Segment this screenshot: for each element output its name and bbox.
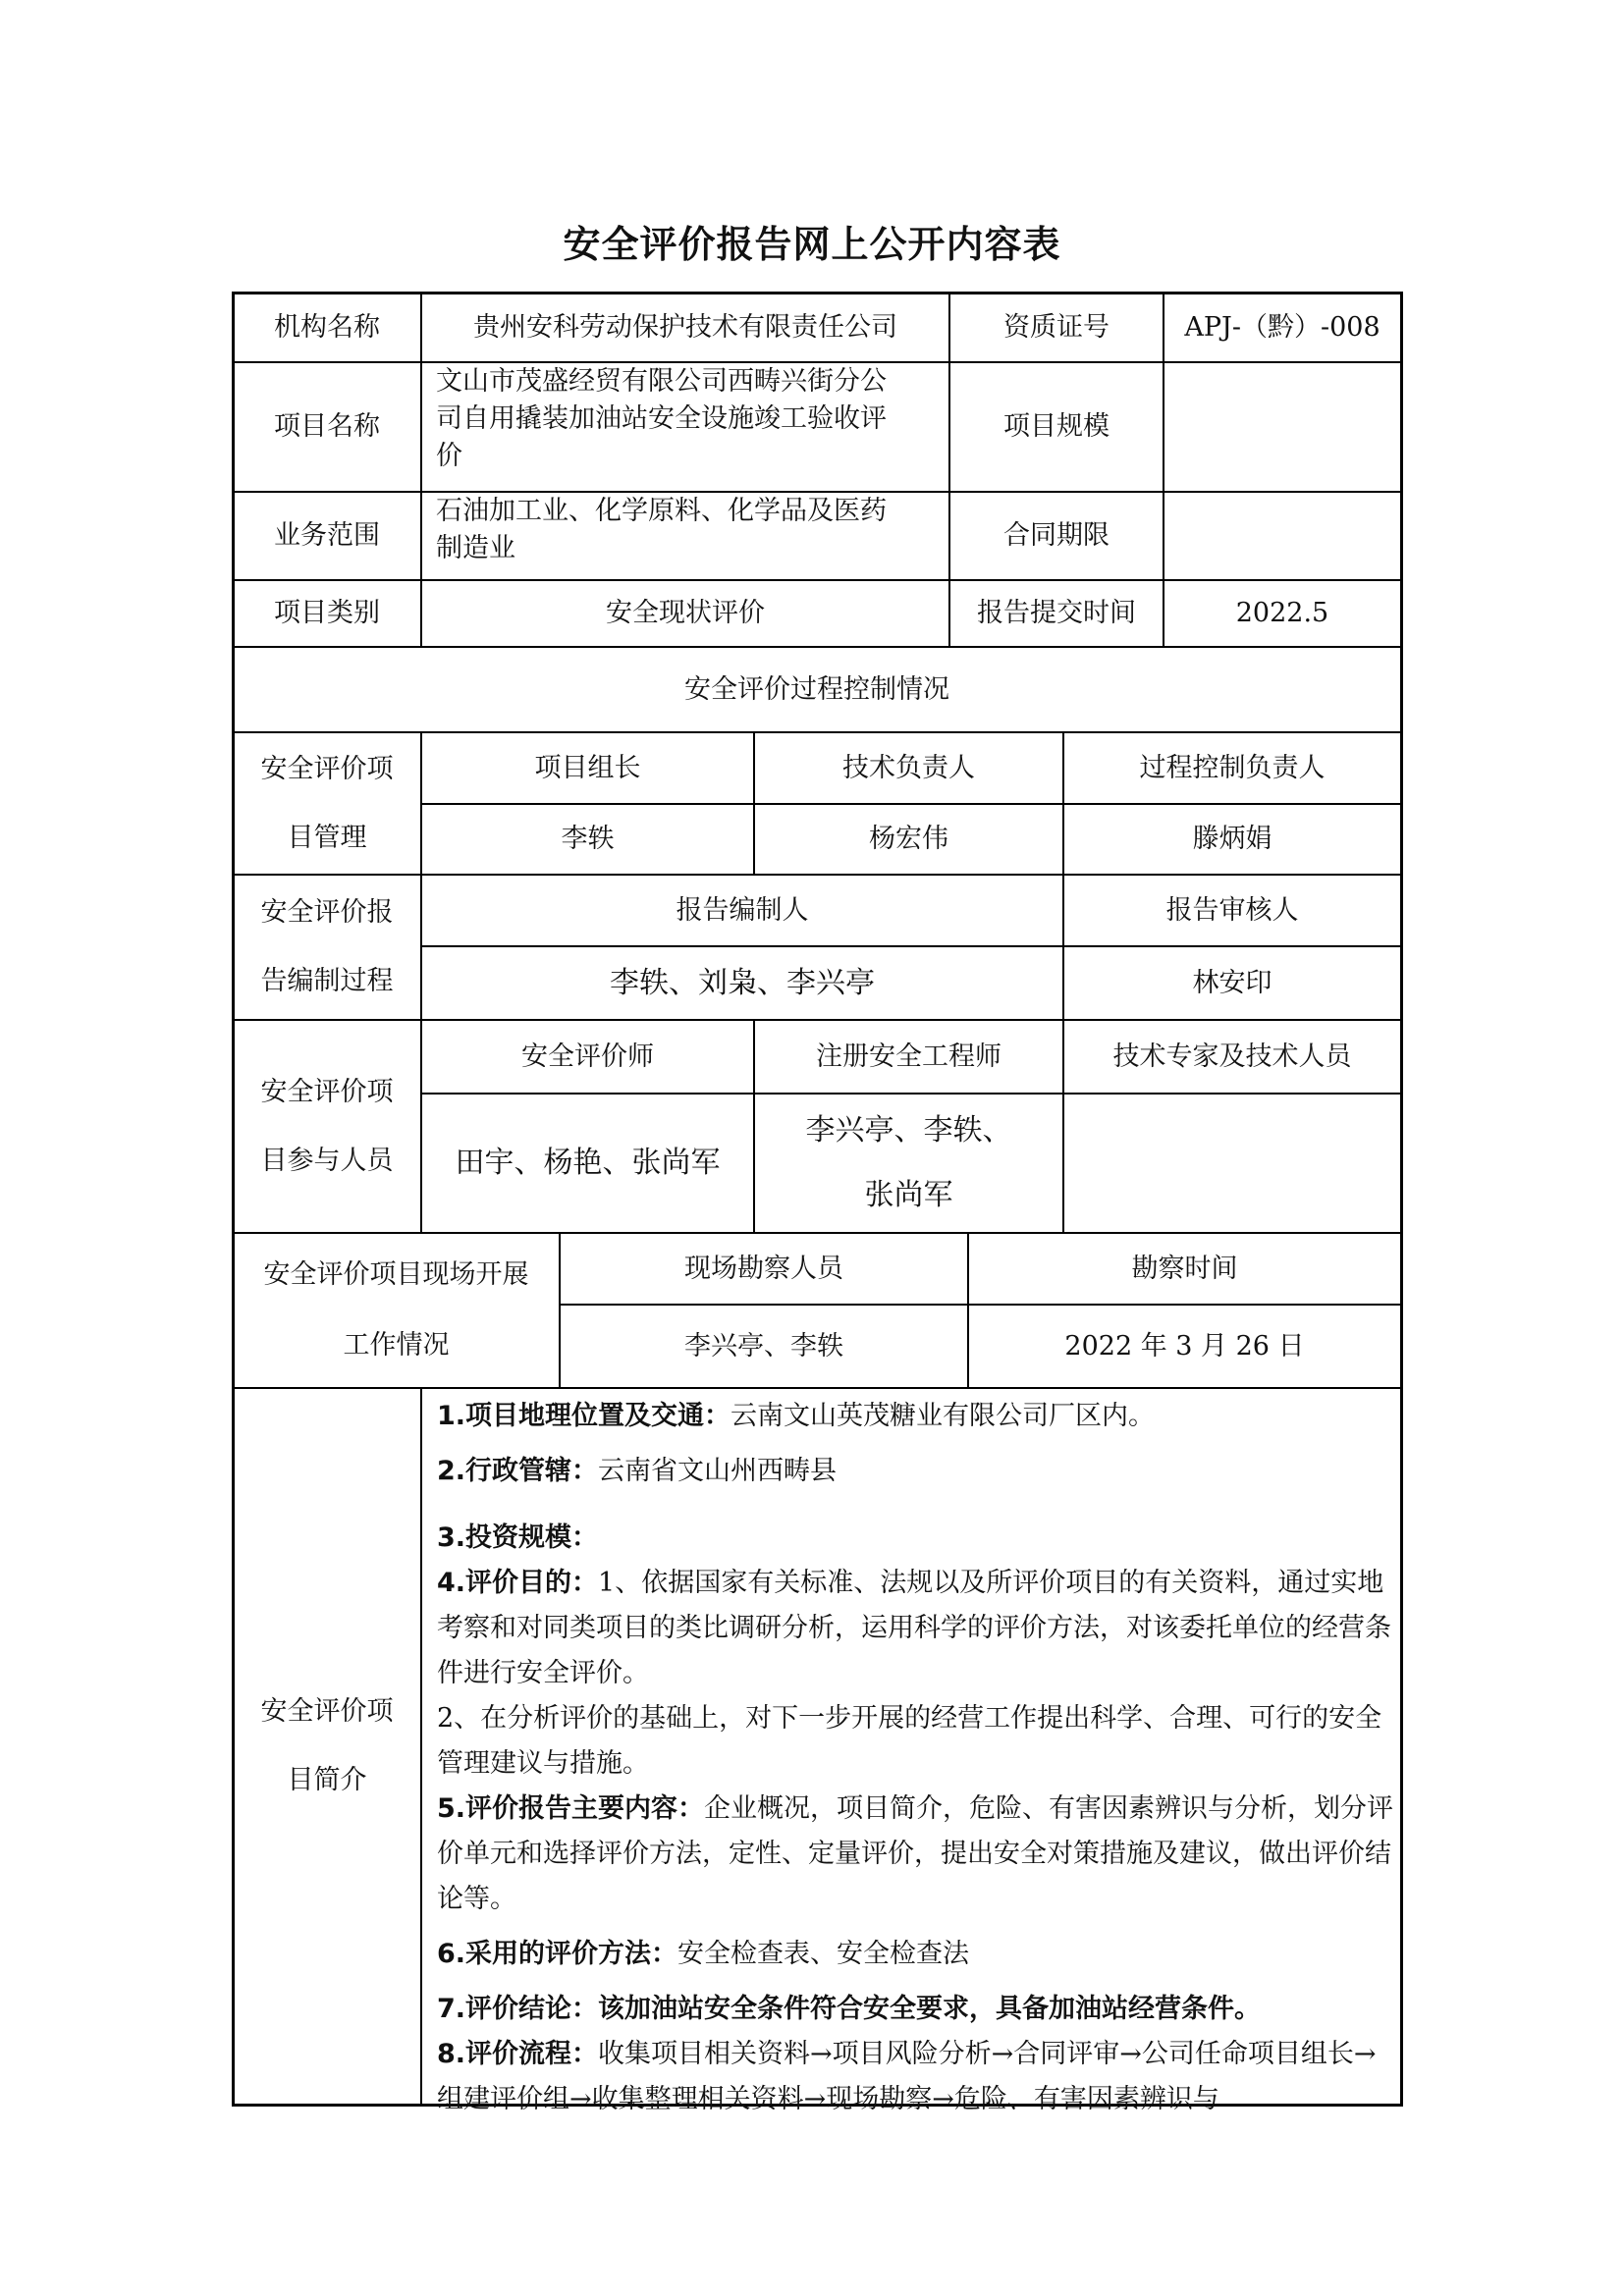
people-value-engineer: 李兴亭、李轶、 张尚军 <box>805 1113 1012 1212</box>
site-value-time: 2022 年 3 月 26 日 <box>1064 1330 1305 1362</box>
site-head-time: 勘察时间 <box>1131 1253 1238 1284</box>
people-head-evaluator: 安全评价师 <box>521 1041 654 1072</box>
intro-item-2: 2.行政管辖：云南省文山州西畴县 <box>437 1456 838 1486</box>
people-value-evaluator: 田宇、杨艳、张尚军 <box>455 1146 721 1180</box>
page-title: 安全评价报告网上公开内容表 <box>563 223 1061 266</box>
intro-item-6: 6.采用的评价方法：安全检查表、安全检查法 <box>437 1939 970 1969</box>
contract-label: 合同期限 <box>1003 520 1110 551</box>
site-value-people: 李兴亭、李轶 <box>684 1330 843 1362</box>
category-value: 安全现状评价 <box>606 598 765 628</box>
intro-content <box>437 1394 1399 2122</box>
cert-label: 资质证号 <box>1003 311 1110 343</box>
report-head-author: 报告编制人 <box>676 894 809 926</box>
report-value-author: 李轶、刘枭、李兴亭 <box>610 965 875 1000</box>
site-label: 安全评价项目现场开展 工作情况 <box>263 1259 529 1361</box>
contract-value <box>1164 493 1400 579</box>
intro-item-5: 5.评价报告主要内容：企业概况，项目简介，危险、有害因素辨识与分析，划分评价单元和选择评价方法，定性、定量评价，提出安全对策措施及建议，做出评价结论等。 <box>437 1793 1394 1914</box>
scope-value: 石油加工业、化学原料、化学品及医药 制造业 <box>436 496 887 563</box>
process-header: 安全评价过程控制情况 <box>684 673 949 705</box>
people-label: 安全评价项 目参与人员 <box>260 1076 394 1176</box>
category-label: 项目类别 <box>274 598 380 628</box>
intro-item-4: 4.评价目的：1、依据国家有关标准、法规以及所评价项目的有关资料，通过实地考察和对同类项目的类比调研分析，运用科学的评价方法，对该委托单位的经营条件进行安全评价。 <box>437 1568 1391 1688</box>
cert-value: APJ-（黔）-008 <box>1184 311 1380 343</box>
report-head-reviewer: 报告审核人 <box>1165 894 1299 926</box>
mgmt-value-tech: 杨宏伟 <box>869 824 948 854</box>
mgmt-head-leader: 项目组长 <box>534 752 641 783</box>
site-head-people: 现场勘察人员 <box>684 1253 843 1284</box>
mgmt-label: 安全评价项 目管理 <box>260 753 394 853</box>
mgmt-head-tech: 技术负责人 <box>842 752 975 783</box>
scope-label: 业务范围 <box>274 520 380 551</box>
mgmt-value-process: 滕炳娟 <box>1192 824 1272 854</box>
report-label: 安全评价报 告编制过程 <box>260 897 394 996</box>
report-value-reviewer: 林安印 <box>1192 967 1272 998</box>
project-name-label: 项目名称 <box>274 411 380 442</box>
submit-label: 报告提交时间 <box>977 598 1136 628</box>
intro-item-7: 7.评价结论：该加油站安全条件符合安全要求，具备加油站经营条件。 <box>437 1994 1262 2024</box>
scale-label: 项目规模 <box>1003 411 1110 442</box>
project-name-value: 文山市茂盛经贸有限公司西畴兴街分公 司自用撬装加油站安全设施竣工验收评 价 <box>436 366 887 471</box>
intro-label: 安全评价项 目简介 <box>260 1696 394 1795</box>
mgmt-head-process: 过程控制负责人 <box>1139 752 1326 783</box>
intro-item-1: 1.项目地理位置及交通：云南文山英茂糖业有限公司厂区内。 <box>437 1401 1156 1431</box>
people-head-expert: 技术专家及技术人员 <box>1112 1041 1352 1072</box>
intro-item-8: 8.评价流程：收集项目相关资料→项目风险分析→合同评审→公司任命项目组长→组建评价组→收集整理相关资料→现场勘察→危险、有害因素辨识与 <box>437 2039 1377 2114</box>
submit-value: 2022.5 <box>1235 598 1329 628</box>
people-value-expert <box>1064 1095 1400 1232</box>
org-label: 机构名称 <box>274 311 380 343</box>
org-value: 贵州安科劳动保护技术有限责任公司 <box>473 311 897 343</box>
mgmt-value-leader: 李轶 <box>561 824 615 854</box>
intro-item-3: 3.投资规模： <box>437 1522 599 1553</box>
people-head-engineer: 注册安全工程师 <box>816 1041 1001 1072</box>
intro-item-4b: 2、在分析评价的基础上，对下一步开展的经营工作提出科学、合理、可行的安全管理建议与措施。 <box>437 1703 1382 1779</box>
scale-value <box>1164 363 1400 491</box>
